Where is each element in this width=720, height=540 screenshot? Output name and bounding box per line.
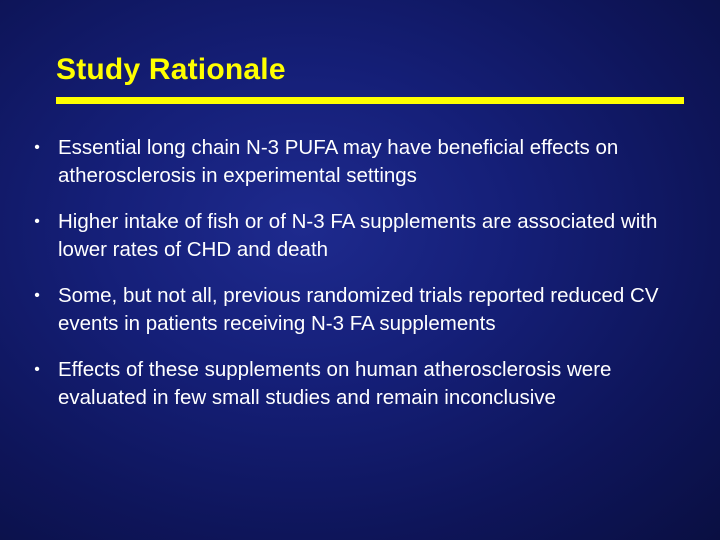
bullet-text: Some, but not all, previous randomized trials reported reduced CV events in patients receiving N-3 FA supplements [58, 284, 659, 335]
bullet-dot-icon: • [34, 361, 40, 378]
title-underline [56, 97, 684, 104]
bullet-item [30, 134, 700, 190]
bullet-text: Effects of these supplements on human atherosclerosis were evaluated in few small studies and remain inconclusive [58, 358, 612, 409]
bullet-text: Essential long chain N-3 PUFA may have beneficial effects on atherosclerosis in experimental settings [58, 136, 619, 187]
slide-title: Study Rationale [56, 53, 286, 86]
bullet-text: Higher intake of fish or of N-3 FA supplements are associated with lower rates of CHD and death [58, 210, 658, 261]
bullet-item [30, 208, 700, 264]
bullet-dot-icon: • [34, 139, 40, 156]
bullet-dot-icon: • [34, 287, 40, 304]
bullet-item [30, 282, 700, 338]
bullet-list [30, 134, 700, 430]
bullet-item [30, 356, 700, 412]
bullet-dot-icon: • [34, 213, 40, 230]
